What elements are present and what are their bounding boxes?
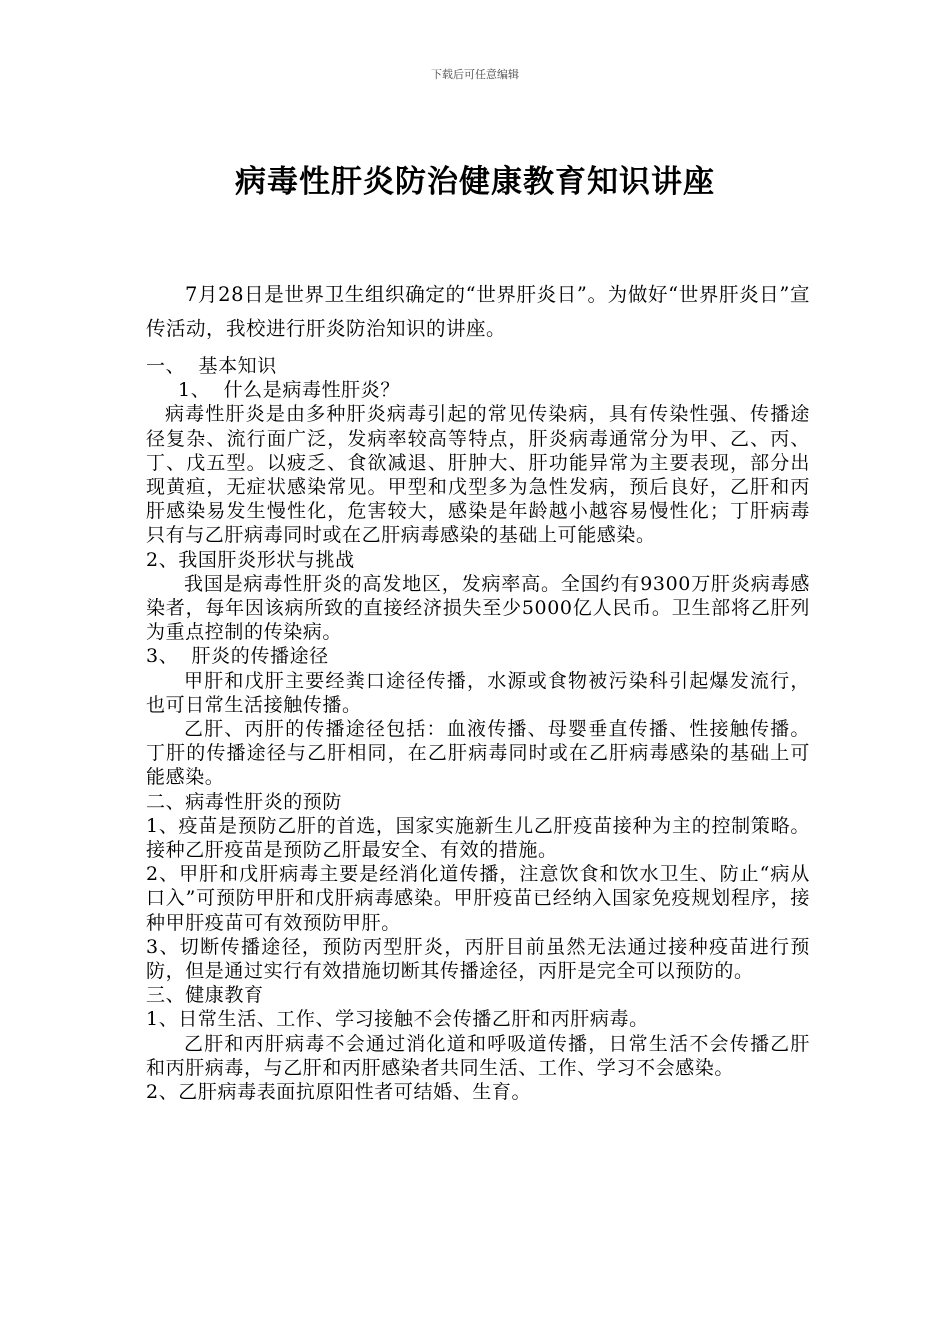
intro-paragraph: 7月28日是世界卫生组织确定的“世界肝炎日”。为做好“世界肝炎日”宣传活动，我校进行肝炎防治知识的讲座。 bbox=[146, 283, 810, 340]
section-heading-health-education: 三、健康教育 bbox=[146, 984, 264, 1007]
paragraph-prevention-2: 2、甲肝和戊肝病毒主要是经消化道传播，注意饮食和饮水卫生、防止“病从口入”可预防甲肝和戊肝病毒感染。甲肝疫苗已经纳入国家免疫规划程序，接种甲肝疫苗可有效预防甲肝。 bbox=[146, 863, 810, 934]
paragraph-china-situation: 我国是病毒性肝炎的高发地区，发病率高。全国约有9300万肝炎病毒感染者，每年因该病所致的直接经济损失至少5000亿人民币。卫生部将乙肝列为重点控制的传染病。 bbox=[146, 572, 810, 644]
subheading-china-situation: 2、我国肝炎形状与挑战 bbox=[146, 548, 355, 571]
paragraph-education-1-detail: 乙肝和丙肝病毒不会通过消化道和呼吸道传播，日常生活不会传播乙肝和丙肝病毒，与乙肝和丙肝感染者共同生活、工作、学习不会感染。 bbox=[146, 1032, 810, 1079]
document-title: 病毒性肝炎防治健康教育知识讲座 bbox=[235, 164, 715, 200]
paragraph-definition: 病毒性肝炎是由多种肝炎病毒引起的常见传染病，具有传染性强、传播途径复杂、流行面广泛，发病率较高等特点，肝炎病毒通常分为甲、乙、丙、丁、戊五型。以疲乏、食欲减退、肝肿大、肝功能异常为主要表现，部分出现黄疸，无症状感染常见。甲型和戊型多为急性发病，预后良好，乙肝和丙肝感染易发生慢性化，危害较大，感染是年龄越小越容易慢性化；丁肝病毒只有与乙肝病毒同时或在乙肝病毒感染的基础上可能感染。 bbox=[146, 403, 810, 547]
page-header-note: 下载后可任意编辑 bbox=[431, 68, 519, 81]
document-body bbox=[146, 278, 810, 1104]
paragraph-education-1: 1、日常生活、工作、学习接触不会传播乙肝和丙肝病毒。 bbox=[146, 1008, 649, 1031]
section-heading-prevention: 二、病毒性肝炎的预防 bbox=[146, 790, 343, 813]
section-heading-basic-knowledge: 一、 基本知识 bbox=[146, 355, 277, 377]
subheading-what-is-hepatitis: 1、 什么是病毒性肝炎？ bbox=[178, 379, 400, 402]
subheading-transmission-routes: 3、 肝炎的传播途径 bbox=[146, 645, 329, 668]
paragraph-prevention-3: 3、切断传播途径，预防丙型肝炎，丙肝目前虽然无法通过接种疫苗进行预防，但是通过实行有效措施切断其传播途径，丙肝是完全可以预防的。 bbox=[146, 935, 810, 983]
paragraph-hepatitis-b-c-transmission: 乙肝、丙肝的传播途径包括：血液传播、母婴垂直传播、性接触传播。丁肝的传播途径与乙肝相同，在乙肝病毒同时或在乙肝病毒感染的基础上可能感染。 bbox=[146, 718, 810, 789]
paragraph-prevention-1: 1、疫苗是预防乙肝的首选，国家实施新生儿乙肝疫苗接种为主的控制策略。接种乙肝疫苗是预防乙肝最安全、有效的措施。 bbox=[146, 814, 810, 862]
paragraph-hepatitis-a-e-transmission: 甲肝和戊肝主要经粪口途径传播，水源或食物被污染科引起爆发流行，也可日常生活接触传播。 bbox=[146, 669, 810, 716]
paragraph-education-2: 2、乙肝病毒表面抗原阳性者可结婚、生育。 bbox=[146, 1081, 532, 1104]
